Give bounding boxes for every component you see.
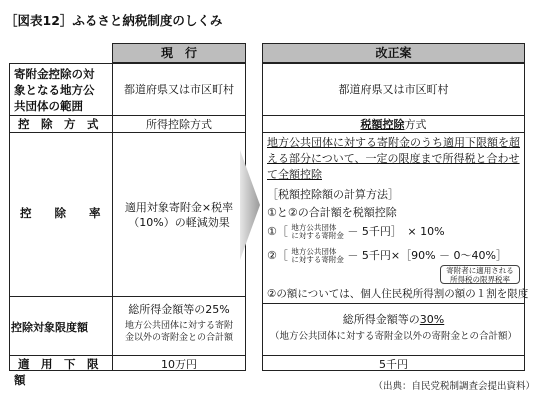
revised-minimum: 5千円: [379, 358, 408, 371]
arrow-right-icon: [240, 150, 262, 260]
header-revised: 改正案: [262, 43, 525, 63]
calc-title: ［税額控除額の計算方法］: [267, 188, 399, 201]
current-rate: 適用対象寄附金×税率 （10%）の軽減効果: [124, 201, 234, 229]
current-limit-note: 地方公共団体に対する寄附 金以外の寄附金との合計額: [124, 321, 233, 343]
revised-scope: 都道府県又は市区町村: [338, 83, 449, 96]
calc-line-1: ①と②の合計額を税額控除: [267, 206, 397, 219]
calc-line-2: ②の額については、個人住民税所得割の額の１割を限度: [267, 288, 529, 300]
page-title: ［図表12］ふるさと納税制度のしくみ: [5, 13, 223, 28]
label-minimum: 適 用 下 限 額: [14, 357, 110, 387]
formula-2: ②［ 地方公共団体 に対する寄附金 － 5千円×［90% － 0～40%］: [267, 247, 507, 264]
source-note: （出典：自民党税制調査会提出資料）: [373, 381, 535, 392]
revised-limit: 総所得金額等の30%: [342, 313, 445, 326]
label-method: 控 除 方 式: [18, 117, 99, 131]
current-limit: 総所得金額等の25%: [128, 303, 230, 316]
current-scope: 都道府県又は市区町村: [124, 83, 234, 96]
label-limit: 控除対象限度額: [11, 321, 88, 334]
marginal-rate-note: 寄附者に適用される 所得税の限界税率: [440, 265, 520, 284]
formula-1: ①［ 地方公共団体 に対する寄附金 － 5千円］ × 10%: [267, 223, 445, 240]
current-minimum: 10万円: [161, 358, 197, 371]
revised-limit-note: （地方公共団体に対する寄附金以外の寄附金との合計額）: [269, 331, 517, 342]
header-current: 現 行: [112, 43, 246, 63]
label-rate: 控 除 率: [20, 206, 101, 220]
revised-method: 税額控除方式: [360, 118, 427, 131]
current-method: 所得控除方式: [146, 118, 212, 131]
revised-description: 地方公共団体に対する寄附金のうち適用下限額を超 える部分について、一定の限度まで所得税と合わせ て全額控除: [267, 136, 520, 181]
label-scope: 寄附金控除の対 象となる地方公 共団体の範囲: [14, 67, 95, 113]
